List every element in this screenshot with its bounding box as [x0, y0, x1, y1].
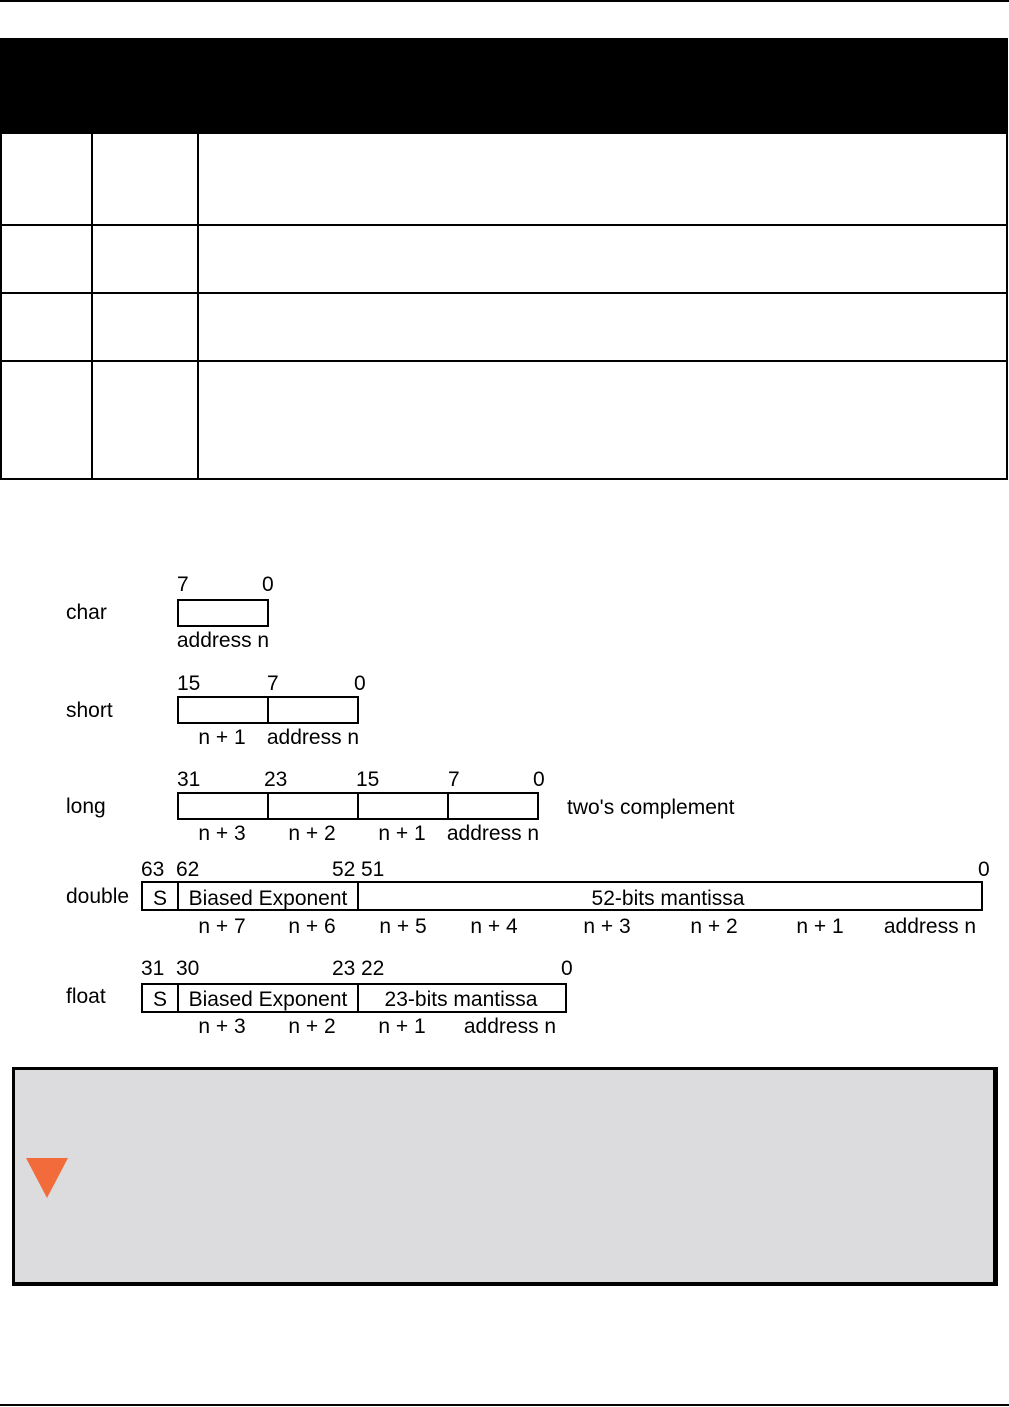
byte-address: address n — [446, 822, 540, 845]
top-rule — [0, 0, 1009, 2]
table-cell — [198, 361, 1007, 479]
bit-number: 23 — [332, 957, 356, 980]
bit-number: 0 — [978, 858, 990, 881]
bit-number: 31 — [177, 768, 201, 791]
bit-number: 30 — [176, 957, 200, 980]
byte-address: n + 1 — [198, 726, 246, 749]
table-cell — [1, 133, 92, 225]
table-cell — [198, 225, 1007, 293]
byte-address: n + 2 — [288, 822, 336, 845]
bottom-rule — [0, 1404, 1009, 1406]
bit-number: 51 — [361, 858, 385, 881]
table-header-cell — [1, 39, 1007, 133]
bit-number: 23 — [264, 768, 288, 791]
short-label: short — [66, 699, 113, 722]
char-byte-box — [178, 600, 268, 626]
table-cell — [198, 293, 1007, 361]
table-cell — [92, 361, 198, 479]
bit-number: 62 — [176, 858, 200, 881]
mantissa-field: 52-bits mantissa — [591, 887, 745, 910]
table-cell — [1, 361, 92, 479]
table-row — [1, 293, 1007, 361]
byte-address: n + 7 — [198, 915, 246, 938]
mantissa-field: 23-bits mantissa — [384, 988, 538, 1011]
spec-table — [0, 38, 1008, 480]
bit-number: 52 — [332, 858, 356, 881]
byte-address: address n — [266, 726, 360, 749]
char-label: char — [66, 601, 107, 624]
exponent-field: Biased Exponent — [188, 887, 348, 910]
table-cell — [198, 133, 1007, 225]
table-cell — [92, 293, 198, 361]
bit-number: 15 — [177, 672, 201, 695]
table-cell — [1, 293, 92, 361]
byte-address: n + 3 — [198, 1015, 246, 1038]
byte-address: n + 1 — [378, 1015, 426, 1038]
byte-address: n + 2 — [288, 1015, 336, 1038]
table-row — [1, 133, 1007, 225]
bit-number: 31 — [141, 957, 165, 980]
byte-address: address n — [883, 915, 977, 938]
sign-field: S — [152, 887, 168, 910]
table-cell — [92, 133, 198, 225]
exponent-field: Biased Exponent — [188, 988, 348, 1011]
bit-number: 63 — [141, 858, 165, 881]
bit-number: 7 — [448, 768, 460, 791]
byte-address: n + 1 — [378, 822, 426, 845]
bit-number: 0 — [561, 957, 573, 980]
table-cell — [92, 225, 198, 293]
long-note: two's complement — [567, 796, 735, 819]
byte-address: address n — [176, 629, 270, 652]
byte-address: address n — [463, 1015, 557, 1038]
bit-number: 22 — [361, 957, 385, 980]
bit-number: 0 — [262, 573, 274, 596]
sign-field: S — [152, 988, 168, 1011]
bit-number: 7 — [177, 573, 189, 596]
note-box — [12, 1067, 998, 1286]
byte-address: n + 6 — [288, 915, 336, 938]
byte-address: n + 3 — [583, 915, 631, 938]
data-type-layout-diagram — [0, 560, 1009, 1050]
table-header-row — [1, 39, 1007, 133]
double-label: double — [66, 885, 130, 908]
table-row — [1, 225, 1007, 293]
byte-address: n + 1 — [796, 915, 844, 938]
bit-number: 0 — [354, 672, 366, 695]
byte-address: n + 5 — [379, 915, 427, 938]
long-label: long — [66, 795, 106, 818]
byte-address: n + 3 — [198, 822, 246, 845]
bit-number: 7 — [267, 672, 279, 695]
table-cell — [1, 225, 92, 293]
warning-triangle-icon — [26, 1158, 68, 1198]
byte-address: n + 2 — [690, 915, 738, 938]
table-row — [1, 361, 1007, 479]
float-label: float — [66, 985, 106, 1008]
byte-address: n + 4 — [470, 915, 518, 938]
bit-number: 15 — [356, 768, 380, 791]
bit-number: 0 — [533, 768, 545, 791]
